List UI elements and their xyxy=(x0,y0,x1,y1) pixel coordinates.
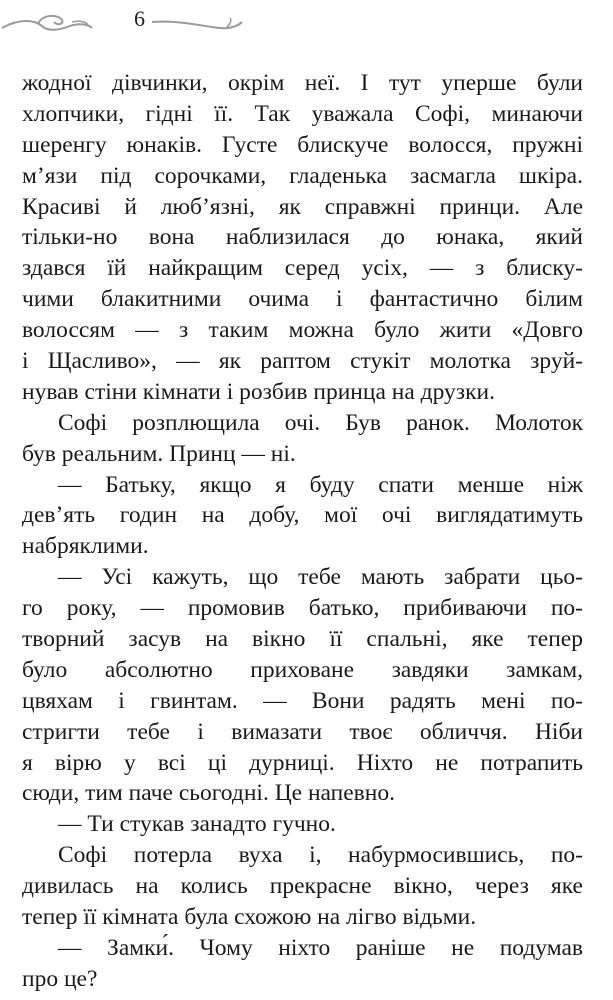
left-flourish-icon xyxy=(0,8,100,38)
text-line: набряклими. xyxy=(22,533,149,560)
text-line: го року, — промовив батько, прибиваючи по- xyxy=(22,595,583,622)
page-header xyxy=(0,0,613,45)
text-line: був реальним. Принц — ні. xyxy=(22,440,296,467)
page-number: 6 xyxy=(134,6,145,31)
text-line: волоссям — з таким можна було жити «Довго xyxy=(22,317,583,344)
text-line: дивилась на колись прекрасне вікно, через яке xyxy=(22,873,583,900)
text-line: я вірю у всі ці дурниці. Ніхто не потрапить xyxy=(22,749,583,776)
right-flourish-icon xyxy=(150,8,245,38)
text-line: стригти тебе і вимазати твоє обличчя. Ніби xyxy=(22,718,583,745)
text-line: чими блакитними очима і фантастично білим xyxy=(22,286,583,313)
body-text xyxy=(22,68,583,995)
text-line: Софі потерла вуха і, набурмосившись, по- xyxy=(58,842,583,869)
text-line: — Ти стукав занадто гучно. xyxy=(58,811,336,838)
text-line: Софі розплющила очі. Був ранок. Молоток xyxy=(58,409,583,436)
text-line: було абсолютно приховане завдяки замкам, xyxy=(22,656,583,683)
text-line: Красиві й люб’язні, як справжні принци. Але xyxy=(22,193,583,220)
text-line: шеренгу юнаків. Густе блискуче волосся, пружні xyxy=(22,131,583,158)
text-line: — Батьку, якщо я буду спати менше ніж xyxy=(58,471,583,498)
text-line: — Замки́. Чому ніхто раніше не подумав xyxy=(58,934,583,961)
text-line: і Щасливо», — як раптом стукіт молотка зруй- xyxy=(22,348,583,375)
text-line: дев’ять годин на добу, мої очі виглядатимуть xyxy=(22,502,583,529)
text-line: жодної дівчинки, окрім неї. І тут уперше були xyxy=(22,70,583,96)
text-line: — Усі кажуть, що тебе мають забрати цьо- xyxy=(58,564,583,591)
text-line: здався їй найкращим серед усіх, — з блиску- xyxy=(22,255,583,282)
text-line: тепер її кімната була схожою на лігво відьми. xyxy=(22,904,477,931)
text-line: творний засув на вікно її спальні, яке тепер xyxy=(22,626,583,653)
text-line: сюди, тим паче сьогодні. Це напевно. xyxy=(22,780,395,807)
text-line: м’язи під сорочками, гладенька засмагла шкіра. xyxy=(22,162,583,189)
text-line: тільки-но вона наблизилася до юнака, який xyxy=(22,224,583,251)
text-line: хлопчики, гідні її. Так уважала Софі, минаючи xyxy=(22,100,583,127)
text-line: цвяхам і гвинтам. — Вони радять мені по- xyxy=(22,687,583,714)
text-line: нував стіни кімнати і розбив принца на друзки. xyxy=(22,378,495,405)
text-line: про це? xyxy=(22,965,98,992)
